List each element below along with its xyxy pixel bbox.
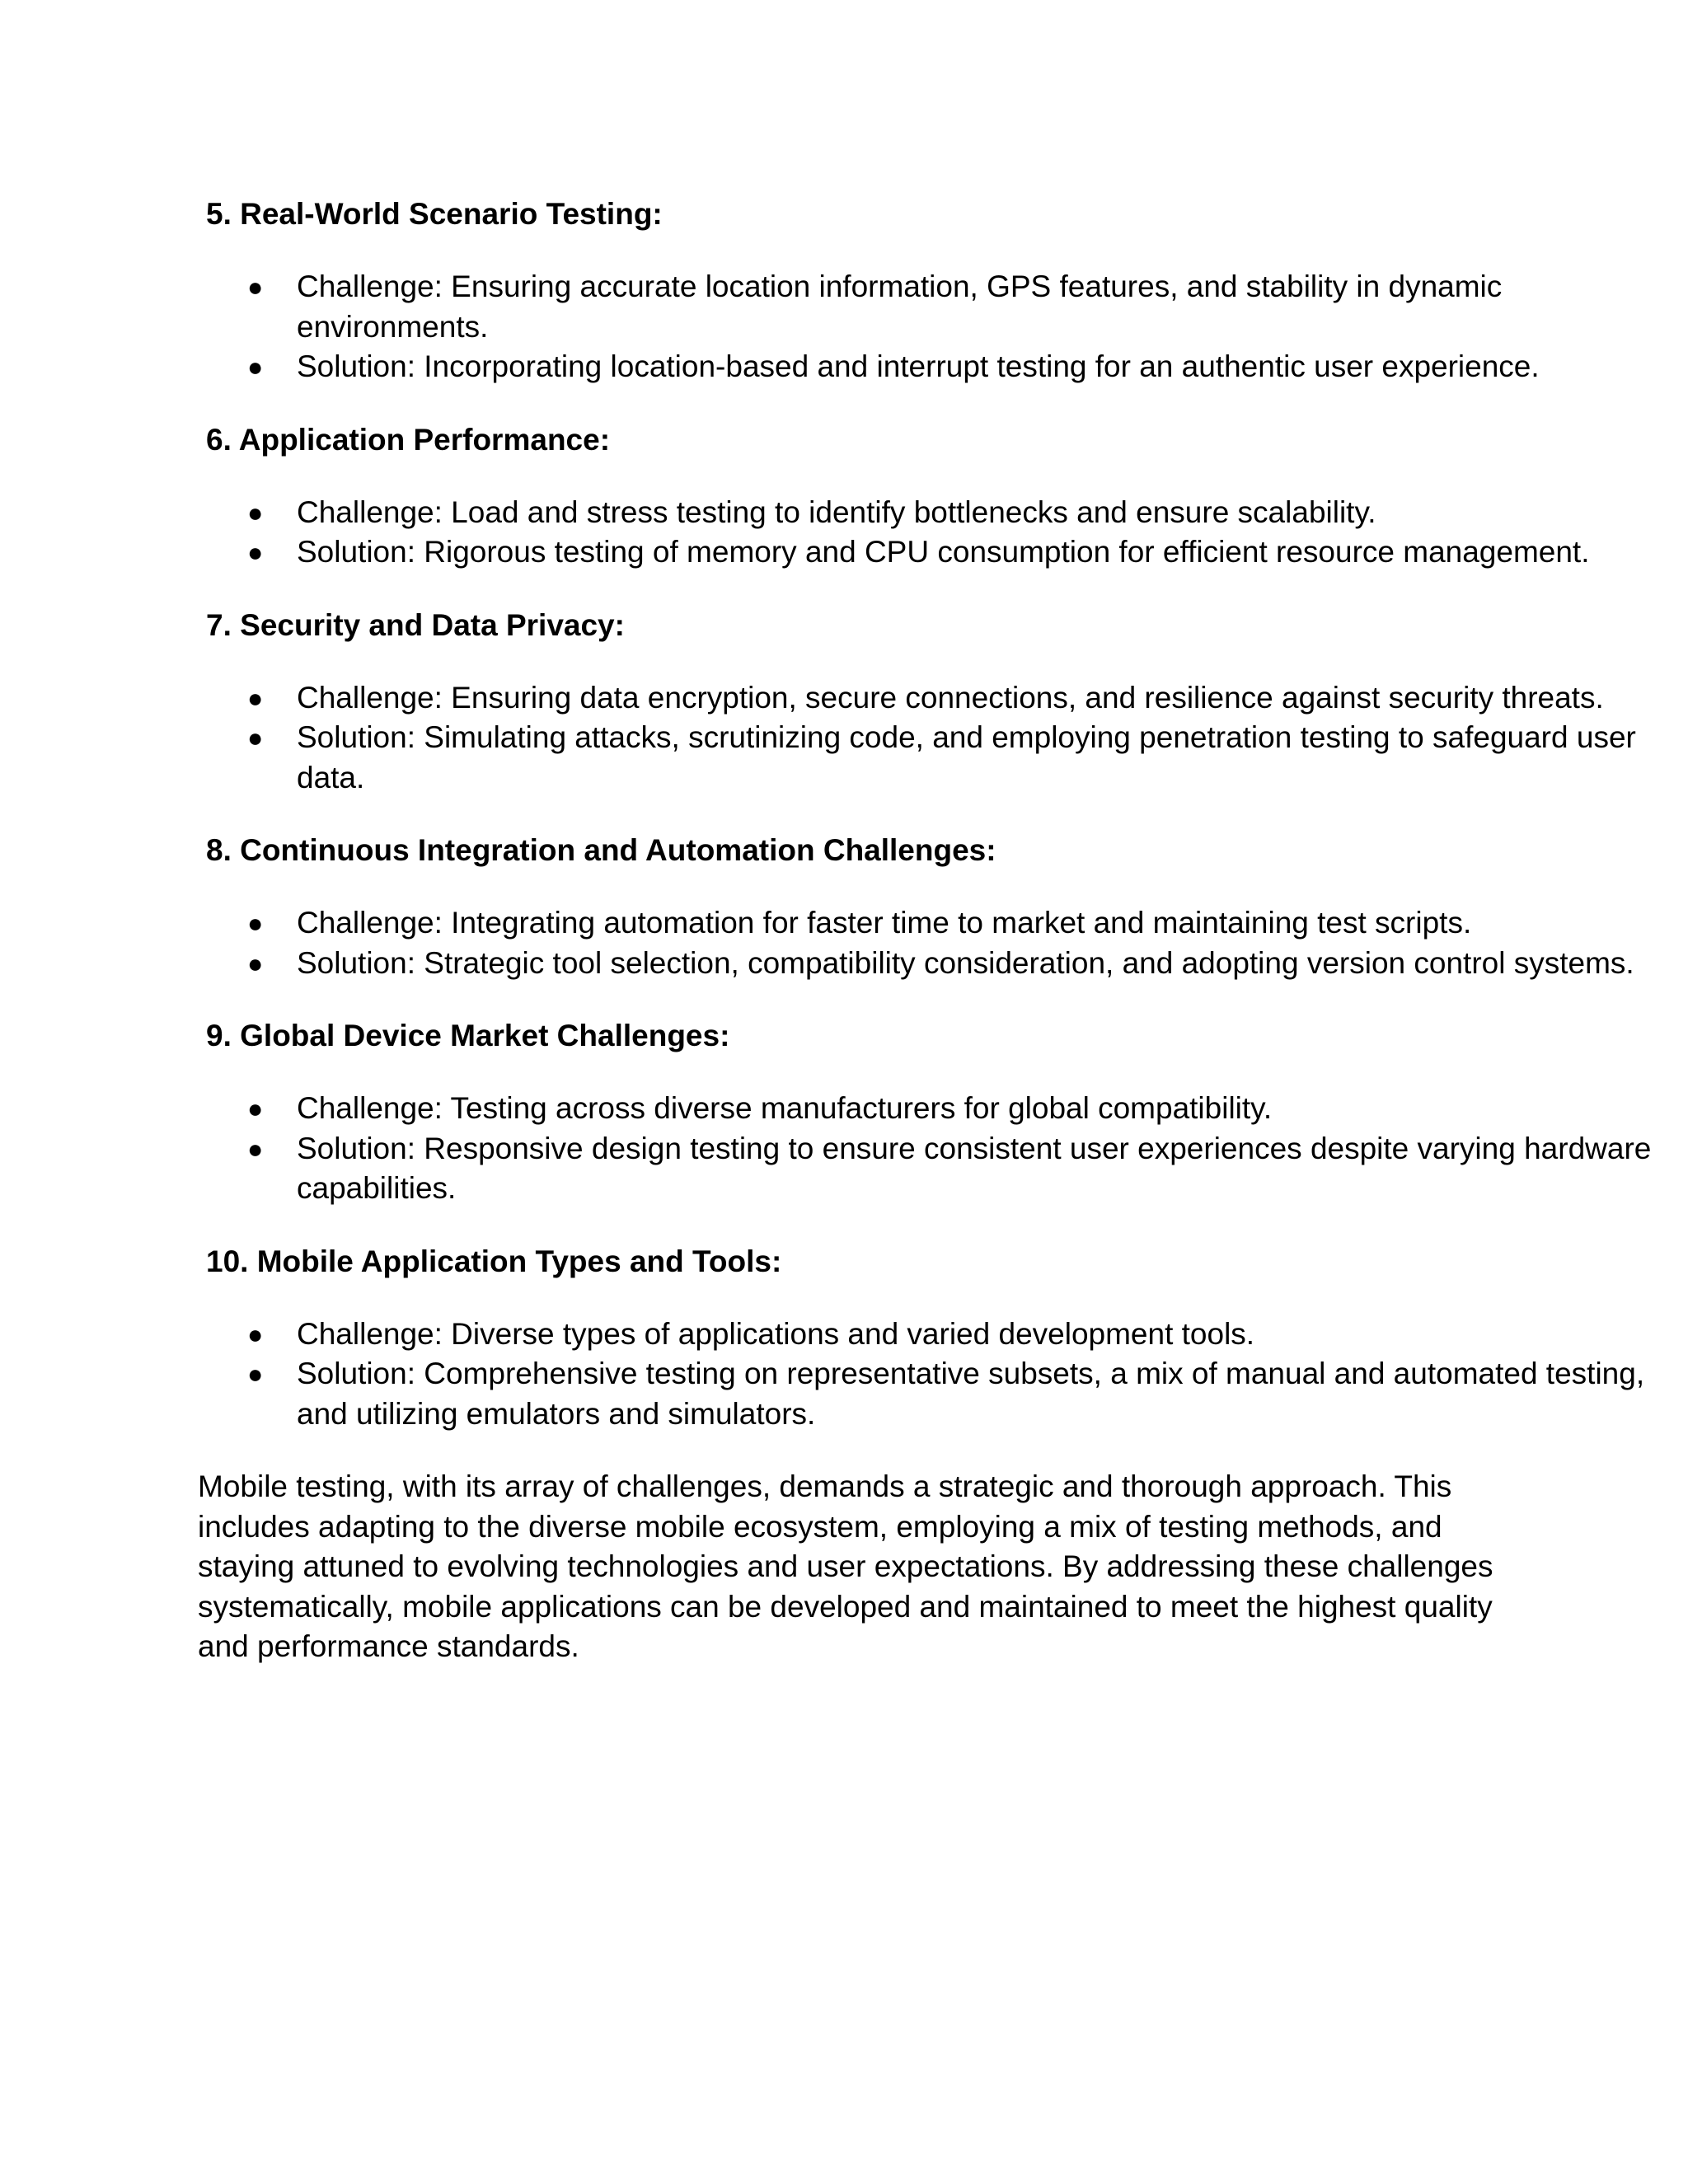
section-heading-10: 10. Mobile Application Types and Tools: [206,1244,782,1278]
list-item-text: Challenge: Load and stress testing to identify bottlenecks and ensure scalability. [297,494,1376,529]
bullet-icon: ● [247,908,264,938]
list-item-text: Solution: Rigorous testing of memory and CPU consumption for efficient resource management. [297,535,1590,569]
list-item [198,678,1681,719]
bullet-list-10 [198,1315,1645,1435]
list-item [198,718,1681,798]
bullet-icon: ● [247,1094,264,1123]
bullet-icon: ● [247,272,264,302]
bullet-icon: ● [247,497,264,527]
list-item-text: Challenge: Ensuring accurate location information, GPS features, and stability in dynamic environments. [297,269,1503,344]
list-item [198,1315,1681,1355]
bullet-icon: ● [247,682,264,713]
list-item-text: Solution: Responsive design testing to ensure consistent user experiences despite varying hardware capabilities. [297,1131,1652,1205]
bullet-list-8 [198,903,1634,983]
list-item [198,493,1681,533]
list-item [198,903,1681,944]
list-item [198,1129,1681,1209]
list-item [198,267,1681,347]
list-item-text: Solution: Comprehensive testing on representative subsets, a mix of manual and automated testing, and utilizing emulators and simulators. [297,1357,1645,1431]
list-item-text: Solution: Incorporating location-based and interrupt testing for an authentic user experience. [297,349,1540,383]
bullet-list-7 [198,678,1636,799]
bullet-list-6 [198,493,1590,573]
bullet-list-9 [198,1089,1652,1209]
bullet-icon: ● [247,1359,264,1389]
list-item-text: Challenge: Testing across diverse manufacturers for global compatibility. [297,1091,1273,1125]
list-item [198,532,1681,573]
section-heading-9: 9. Global Device Market Challenges: [206,1019,730,1052]
closing-paragraph: Mobile testing, with its array of challenges, demands a strategic and thorough approach. This includes adapting to the diverse mobile ecosystem, employing a mix of testing methods, and staying attuned to evolving technologies and user expectations. By addressing these challenges systematically, mobile applications can be developed and maintained to meet the highest quality and performance standards. [198,1469,1493,1663]
section-heading-5: 5. Real-World Scenario Testing: [206,197,663,231]
list-item [198,1354,1681,1434]
section-heading-6: 6. Application Performance: [206,422,611,457]
bullet-icon: ● [247,1319,264,1349]
section-heading-7: 7. Security and Data Privacy: [206,607,625,642]
bullet-icon: ● [247,948,264,978]
list-item-text: Challenge: Ensuring data encryption, secure connections, and resilience against security threats. [297,680,1604,715]
bullet-icon: ● [247,1133,264,1164]
document-content [198,194,1652,1667]
list-item [198,944,1681,984]
bullet-icon: ● [247,352,264,382]
list-item-text: Challenge: Diverse types of applications and varied development tools. [297,1316,1255,1351]
section-heading-8: 8. Continuous Integration and Automation Challenges: [206,833,996,867]
list-item-text: Challenge: Integrating automation for faster time to market and maintaining test scripts. [297,906,1472,940]
bullet-list-5 [198,267,1540,387]
bullet-icon: ● [247,537,264,567]
list-item [198,1089,1681,1129]
bullet-icon: ● [247,723,264,752]
list-item-text: Solution: Strategic tool selection, compatibility consideration, and adopting version control systems. [297,945,1634,980]
list-item-text: Solution: Simulating attacks, scrutinizing code, and employing penetration testing to safeguard user data. [297,720,1636,794]
list-item [198,347,1681,387]
